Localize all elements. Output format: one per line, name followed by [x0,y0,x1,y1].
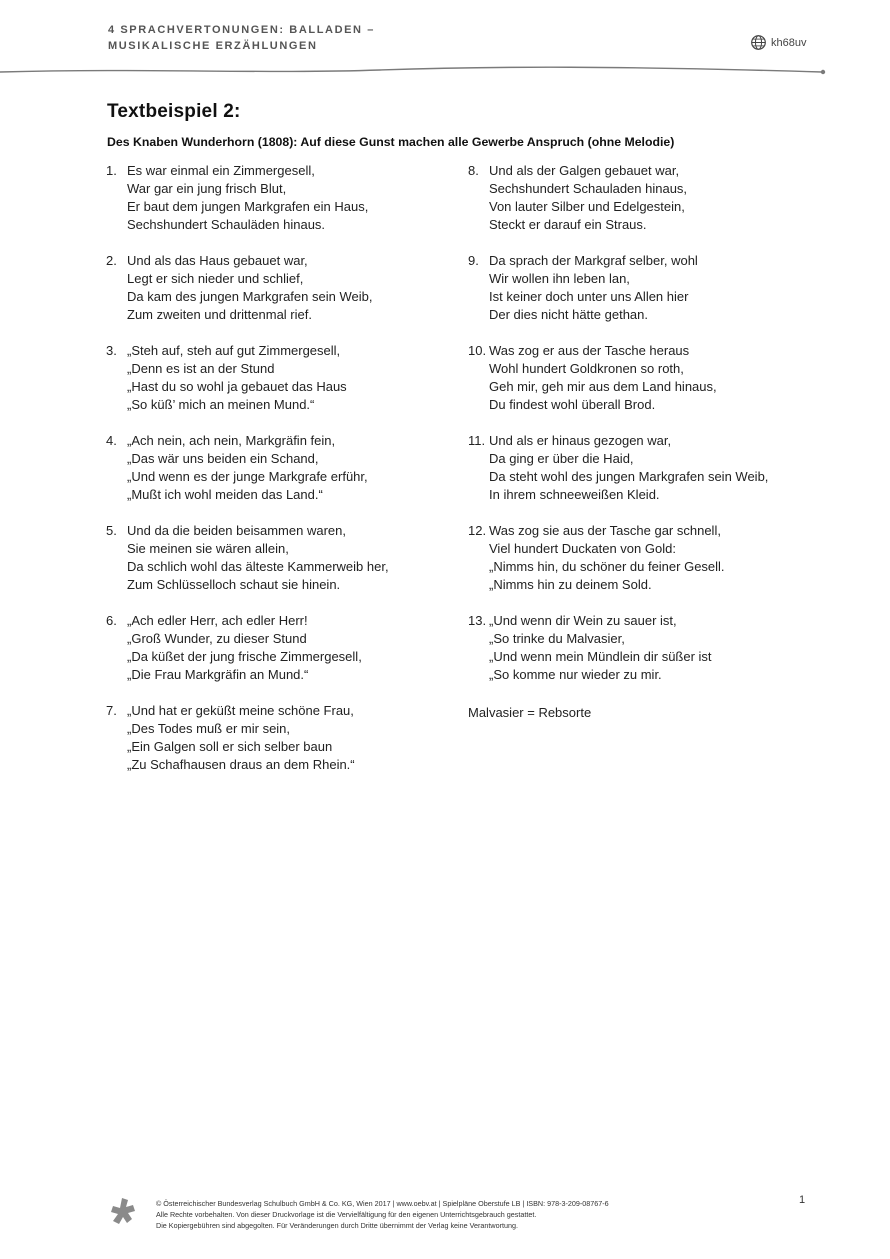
stanza [106,432,456,504]
verse-line: Und als er hinaus gezogen war, [489,433,672,448]
stanza [468,342,828,414]
stanza-number: 11. [468,433,486,448]
verse-line: Da schlich wohl das älteste Kammerweib her, [127,559,389,574]
poem-column-right [468,162,828,722]
footer-line: © Österreichischer Bundesverlag Schulbuch GmbH & Co. KG, Wien 2017 | www.oebv.at | Spielpläne Oberstufe LB | ISBN: 978-3-209-08767-6 [156,1199,609,1208]
stanza [106,162,456,234]
page-title: Textbeispiel 2: [107,101,241,122]
verse-line: Da steht wohl des jungen Markgrafen sein Weib, [489,469,769,484]
verse-line: Und da die beiden beisammen waren, [127,523,346,538]
verse-line: „Die Frau Markgräfin an Mund.“ [127,667,309,682]
verse-line: Wir wollen ihn leben lan, [489,271,630,286]
stanza-number: 10. [468,343,487,358]
footer-line: Die Kopiergebühren sind abgegolten. Für Veränderungen durch Dritte übernimmt der Verlag keine Verantwortung. [156,1221,518,1230]
stanza [106,702,456,774]
stanza-number: 6. [106,613,117,628]
verse-line: Was zog er aus der Tasche heraus [489,343,690,358]
verse-line: Sie meinen sie wären allein, [127,541,289,556]
verse-line: „Des Todes muß er mir sein, [127,721,291,736]
verse-line: „Zu Schafhausen draus an dem Rhein.“ [127,757,355,772]
stanza-number: 8. [468,163,479,178]
verse-line: „Ein Galgen soll er sich selber baun [127,739,333,754]
verse-line: „Und wenn dir Wein zu sauer ist, [489,613,677,628]
verse-line: „Groß Wunder, zu dieser Stund [127,631,307,646]
header-line-1: 4 SPRACHVERTONUNGEN: BALLADEN – [108,24,375,36]
verse-line: Sechshundert Schauläden hinaus. [127,217,326,232]
stanza [468,432,828,504]
stanza [106,522,456,594]
stanza [468,162,828,234]
stanza [106,342,456,414]
verse-line: Und als das Haus gebauet war, [127,253,308,268]
header-divider [0,60,830,80]
verse-line: Es war einmal ein Zimmergesell, [127,163,315,178]
verse-line: „Mußt ich wohl meiden das Land.“ [127,487,323,502]
page-number: 1 [799,1194,806,1206]
stanza [468,522,828,594]
stanza-number: 13. [468,613,487,628]
verse-line: Er baut dem jungen Markgrafen ein Haus, [127,199,369,214]
verse-line: Legt er sich nieder und schlief, [127,271,304,286]
copyright-footer [156,1198,609,1231]
stanza [468,612,828,684]
verse-line: „Steh auf, steh auf gut Zimmergesell, [127,343,341,358]
verse-line: „Und wenn mein Mündlein dir süßer ist [489,649,712,664]
verse-line: Zum Schlüsselloch schaut sie hinein. [127,577,341,592]
verse-line: „So küß’ mich an meinen Mund.“ [127,397,315,412]
stanza-number: 2. [106,253,117,268]
glossary-note: Malvasier = Rebsorte [468,705,592,720]
stanza-number: 9. [468,253,479,268]
poem-column-left [106,162,456,792]
verse-line: Wohl hundert Goldkronen so roth, [489,361,684,376]
verse-line: Ist keiner doch unter uns Allen hier [489,289,689,304]
stanza-number: 12. [468,523,487,538]
stanza [106,252,456,324]
globe-icon [750,34,767,51]
stanza [468,252,828,324]
verse-line: „Hast du so wohl ja gebauet das Haus [127,379,347,394]
verse-line: Was zog sie aus der Tasche gar schnell, [489,523,721,538]
verse-line: Viel hundert Duckaten von Gold: [489,541,676,556]
verse-line: Da kam des jungen Markgrafen sein Weib, [127,289,373,304]
verse-line: In ihrem schneeweißen Kleid. [489,487,660,502]
verse-line: „Ach nein, ach nein, Markgräfin fein, [127,433,336,448]
verse-line: „Nimms hin zu deinem Sold. [489,577,652,592]
verse-line: „Da küßet der jung frische Zimmergesell, [127,649,362,664]
stanza [106,612,456,684]
verse-line: „Denn es ist an der Stund [127,361,275,376]
webcode-text: kh68uv [771,36,807,49]
verse-line: „Das wär uns beiden ein Schand, [127,451,319,466]
stanza-number: 1. [106,163,117,178]
verse-line: „Ach edler Herr, ach edler Herr! [127,613,308,628]
verse-line: Und als der Galgen gebauet war, [489,163,680,178]
verse-line: Zum zweiten und drittenmal rief. [127,307,312,322]
stanza-number: 7. [106,703,117,718]
verse-line: „Und hat er geküßt meine schöne Frau, [127,703,354,718]
verse-line: Von lauter Silber und Edelgestein, [489,199,685,214]
verse-line: „Nimms hin, du schöner du feiner Gesell. [489,559,725,574]
running-header [108,22,375,54]
verse-line: „So trinke du Malvasier, [489,631,625,646]
publisher-logo-icon [108,1196,140,1228]
verse-line: Da ging er über die Haid, [489,451,634,466]
header-line-2: MUSIKALISCHE ERZÄHLUNGEN [108,40,318,52]
verse-line: War gar ein jung frisch Blut, [127,181,287,196]
verse-line: „So komme nur wieder zu mir. [489,667,662,682]
verse-line: Steckt er darauf ein Straus. [489,217,647,232]
stanza-number: 4. [106,433,117,448]
stanza-number: 5. [106,523,117,538]
footer-line: Alle Rechte vorbehalten. Von dieser Druckvorlage ist die Vervielfältigung für den eigenen Unterrichtsgebrauch gestattet. [156,1210,537,1219]
verse-line: Sechshundert Schauladen hinaus, [489,181,688,196]
verse-line: „Und wenn es der junge Markgrafe erführ, [127,469,368,484]
webcode[interactable] [750,34,806,51]
verse-line: Der dies nicht hätte gethan. [489,307,648,322]
verse-line: Da sprach der Markgraf selber, wohl [489,253,698,268]
stanza-number: 3. [106,343,117,358]
verse-line: Geh mir, geh mir aus dem Land hinaus, [489,379,717,394]
verse-line: Du findest wohl überall Brod. [489,397,656,412]
page-subtitle: Des Knaben Wunderhorn (1808): Auf diese Gunst machen alle Gewerbe Anspruch (ohne Melodie) [107,135,675,149]
